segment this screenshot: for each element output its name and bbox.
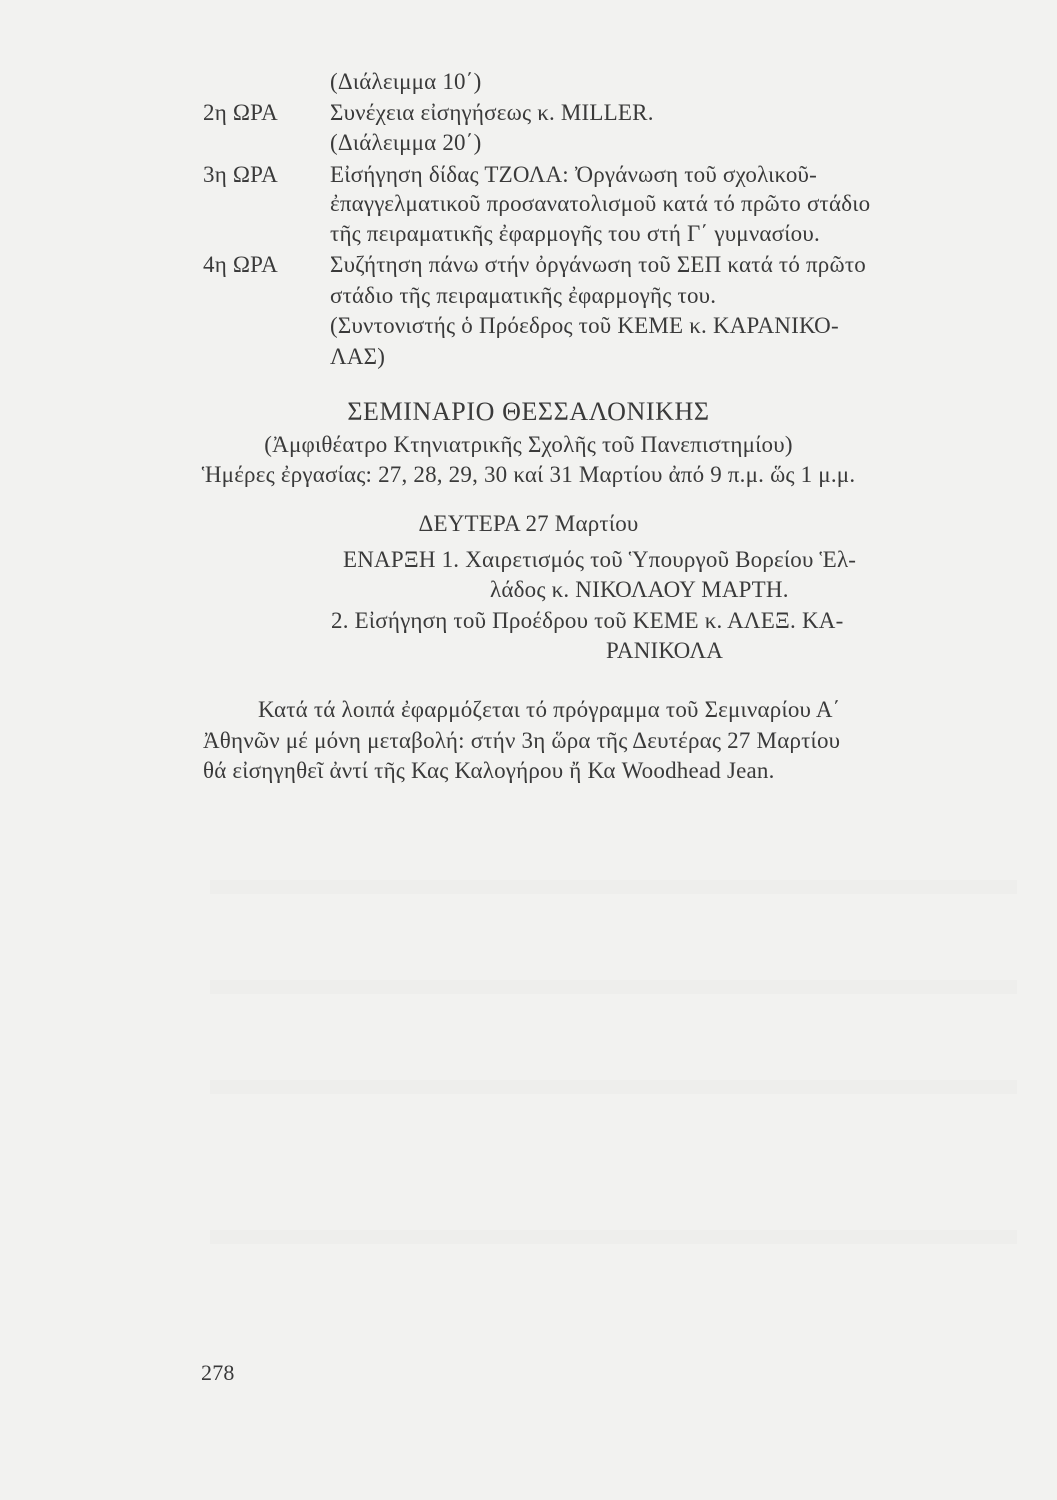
hour-text: στάδιο τῆς πειραματικῆς ἐφαρμογῆς του. [330,283,717,308]
seminar-venue: (Ἀμφιθέατρο Κτηνιατρικῆς Σχολῆς τοῦ Πανεπιστημίου) [264,432,793,457]
hour-text: ἐπαγγελματικοῦ προσανατολισμοῦ κατά τό πρῶτο στάδιο [330,191,871,216]
hour-text: Συνέχεια εἰσηγήσεως κ. MILLER. [330,100,654,125]
hour-text: τῆς πειραματικῆς ἐφαρμογῆς του στή Γ΄ γυμνασίου. [330,221,820,246]
show-through-shadow [210,1230,1017,1244]
closing-paragraph-line: Ἀθηνῶν μέ μόνη μεταβολή: στήν 3η ὥρα τῆς Δευτέρας 27 Μαρτίου [203,728,841,753]
hour-text: Συζήτηση πάνω στήν ὀργάνωση τοῦ ΣΕΠ κατά τό πρῶτο [330,252,866,277]
break-note: (Διάλειμμα 20΄) [330,130,482,155]
hour-label: 2η ΩΡΑ [203,100,278,125]
show-through-shadow [210,1080,1017,1094]
opening-line: λάδος κ. ΝΙΚΟΛΑΟΥ ΜΑΡΤΗ. [490,577,789,602]
hour-label: 3η ΩΡΑ [203,162,278,187]
hour-text: Εἰσήγηση δίδας ΤΖΟΛΑ: Ὀργάνωση τοῦ σχολικοῦ- [330,162,817,187]
opening-line: ΡΑΝΙΚΟΛΑ [606,638,724,663]
closing-paragraph-line: θά εἰσηγηθεῖ ἀντί τῆς Κας Καλογήρου ἤ Κα Woodhead Jean. [203,758,775,783]
hour-text: ΛΑΣ) [330,344,386,369]
day-heading: ΔΕΥΤΕΡΑ 27 Μαρτίου [418,511,639,536]
seminar-dates: Ἡμέρες ἐργασίας: 27, 28, 29, 30 καί 31 Μαρτίου ἀπό 9 π.μ. ὥς 1 μ.μ. [201,462,856,487]
closing-paragraph-line: Κατά τά λοιπά ἐφαρμόζεται τό πρόγραμμα τοῦ Σεμιναρίου Α΄ [258,697,841,722]
opening-line: ΕΝΑΡΞΗ 1. Χαιρετισμός τοῦ Ὑπουργοῦ Βορείου Ἑλ- [343,547,857,572]
page-number: 278 [201,1360,235,1385]
break-note: (Διάλειμμα 10΄) [330,69,482,94]
hour-label: 4η ΩΡΑ [203,252,278,277]
hour-text: (Συντονιστής ὁ Πρόεδρος τοῦ ΚΕΜΕ κ. ΚΑΡΑΝΙΚΟ- [330,313,839,338]
show-through-shadow [210,980,1017,994]
show-through-shadow [210,880,1017,894]
seminar-title: ΣΕΜΙΝΑΡΙΟ ΘΕΣΣΑΛΟΝΙΚΗΣ [347,397,710,426]
opening-line: 2. Εἰσήγηση τοῦ Προέδρου τοῦ ΚΕΜΕ κ. ΑΛΕΞ. ΚΑ- [331,608,844,633]
